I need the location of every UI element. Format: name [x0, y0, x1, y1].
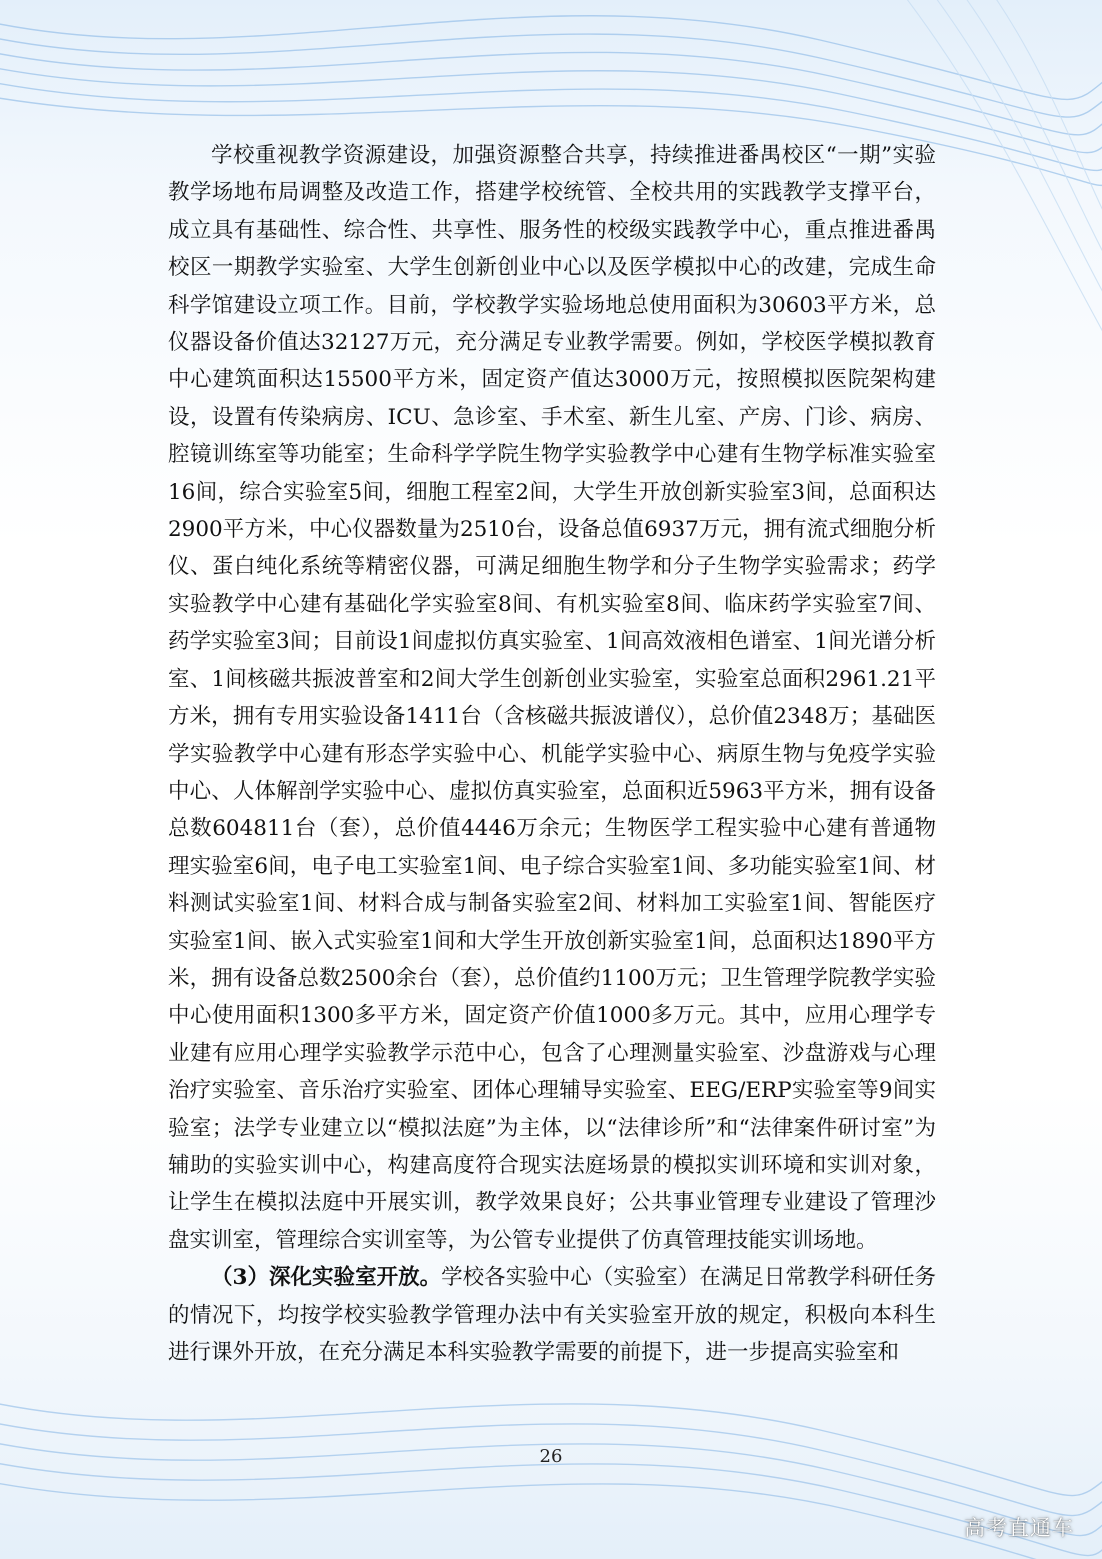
- page-number: 26: [539, 1446, 563, 1467]
- paragraph-lab-resources: 学校重视教学资源建设，加强资源整合共享，持续推进番禺校区“一期”实验教学场地布局调整及改造工作，搭建学校统管、全校共用的实践教学支撑平台，成立具有基础性、综合性、共享性、服务性的校级实践教学中心，重点推进番禺校区一期教学实验室、大学生创新创业中心以及医学模拟中心的改建，完成生命科学馆建设立项工作。目前，学校教学实验场地总使用面积为30603平方米，总仪器设备价值达32127万元，充分满足专业教学需要。例如，学校医学模拟教育中心建筑面积达15500平方米，固定资产值达3000万元，按照模拟医院架构建设，设置有传染病房、ICU、急诊室、手术室、新生儿室、产房、门诊、病房、腔镜训练室等功能室；生命科学学院生物学实验教学中心建有生物学标准实验室16间，综合实验室5间，细胞工程室2间，大学生开放创新实验室3间，总面积达2900平方米，中心仪器数量为2510台，设备总值6937万元，拥有流式细胞分析仪、蛋白纯化系统等精密仪器，可满足细胞生物学和分子生物学实验需求；药学实验教学中心建有基础化学实验室8间、有机实验室8间、临床药学实验室7间、药学实验室3间；目前设1间虚拟仿真实验室、1间高效液相色谱室、1间光谱分析室、1间核磁共振波普室和2间大学生创新创业实验室，实验室总面积2961.21平方米，拥有专用实验设备1411台（含核磁共振波谱仪），总价值2348万；基础医学实验教学中心建有形态学实验中心、机能学实验中心、病原生物与免疫学实验中心、人体解剖学实验中心、虚拟仿真实验室，总面积近5963平方米，拥有设备总数604811台（套），总价值4446万余元；生物医学工程实验中心建有普通物理实验室6间，电子电工实验室1间、电子综合实验室1间、多功能实验室1间、材料测试实验室1间、材料合成与制备实验室2间、材料加工实验室1间、智能医疗实验室1间、嵌入式实验室1间和大学生开放创新实验室1间，总面积达1890平方米，拥有设备总数2500余台（套），总价值约1100万元；卫生管理学院教学实验中心使用面积1300多平方米，固定资产价值1000多万元。其中，应用心理学专业建有应用心理学实验教学示范中心，包含了心理测量实验室、沙盘游戏与心理治疗实验室、音乐治疗实验室、团体心理辅导实验室、EEG/ERP实验室等9间实验室；法学专业建立以“模拟法庭”为主体，以“法律诊所”和“法律案件研讨室”为辅助的实验实训中心，构建高度符合现实法庭场景的模拟实训环境和实训对象，让学生在模拟法庭中开展实训，教学效果良好；公共事业管理专业建设了管理沙盘实训室，管理综合实训室等，为公管专业提供了仿真管理技能实训场地。: [168, 143, 936, 1253]
- watermark-text: 高考直通车: [964, 1516, 1074, 1540]
- body-text: [168, 137, 936, 1371]
- paragraph-lab-opening-text: 学校各实验中心（实验室）在满足日常教学科研任务的情况下，均按学校实验教学管理办法中有关实验室开放的规定，积极向本科生进行课外开放，在充分满足本科实验教学需要的前提下，进一步提高实验室和: [168, 1265, 936, 1365]
- section-heading-inline: （3）深化实验室开放。: [211, 1265, 442, 1291]
- bottom-wave-lines: [0, 1400, 1102, 1559]
- paragraph-lab-opening: [168, 1259, 936, 1371]
